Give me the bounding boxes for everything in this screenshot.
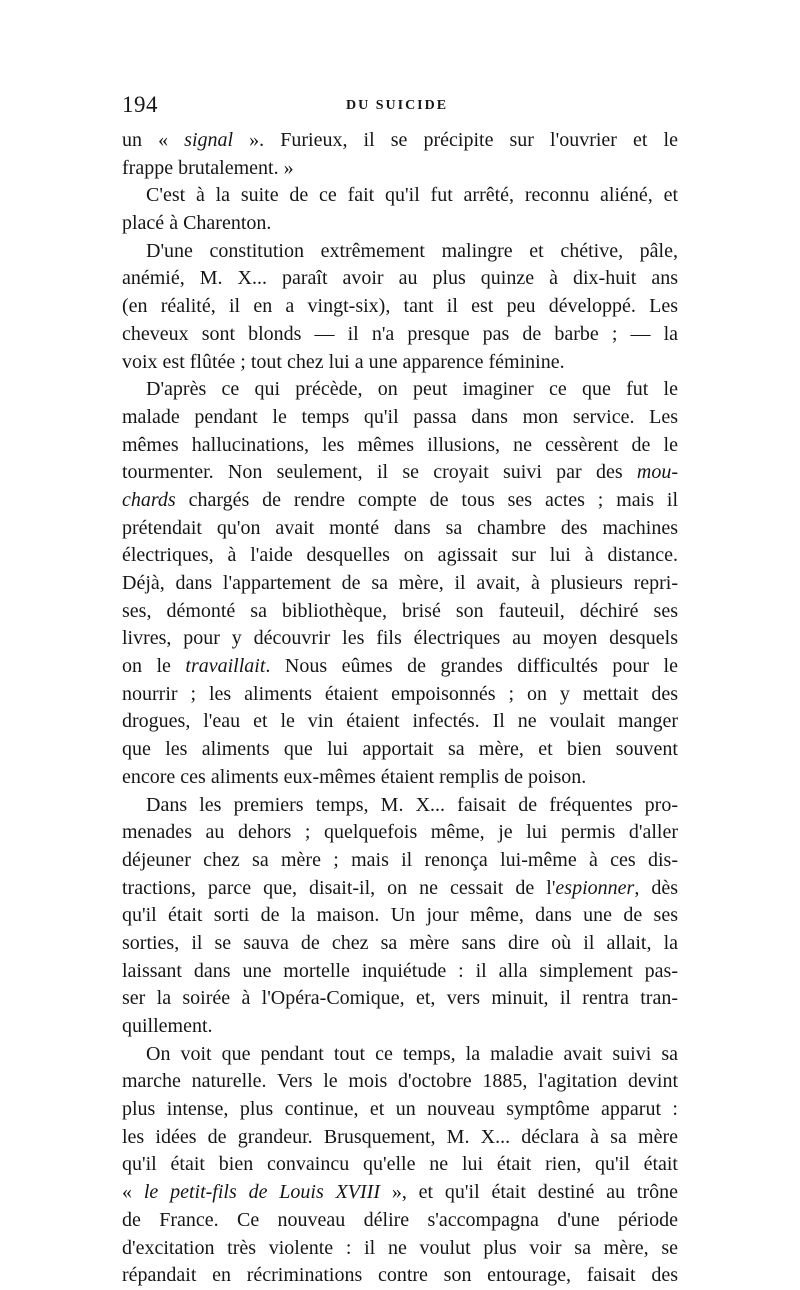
- body-text: [122, 127, 678, 1290]
- italic-text: chards: [122, 488, 176, 511]
- text-run: prétendait qu'on avait monté dans sa chambre des machines: [122, 516, 678, 539]
- italic-text: signal: [184, 129, 234, 151]
- text-run: livres, pour y découvrir les fils électriques au moyen desquels: [122, 627, 678, 650]
- text-line: [122, 1235, 678, 1263]
- text-line: [122, 376, 678, 404]
- italic-text: mou-: [636, 461, 678, 484]
- text-run: drogues, l'eau et le vin étaient infectés. Il ne voulait manger: [122, 710, 678, 733]
- text-line: [122, 404, 678, 432]
- text-run: », et qu'il était destiné au trône: [380, 1181, 678, 1204]
- text-run: que les aliments que lui apportait sa mère, et bien souvent: [122, 738, 678, 761]
- text-run: D'après ce qui précède, on peut imaginer ce que fut le: [146, 378, 678, 401]
- text-run: plus intense, plus continue, et un nouveau symptôme apparut :: [122, 1098, 678, 1121]
- text-run: quillement.: [122, 1015, 213, 1037]
- text-line: [122, 1096, 678, 1124]
- text-run: tractions, parce que, disait-il, on ne cessait de l': [122, 876, 556, 899]
- text-run: cheveux sont blonds — il n'a presque pas de barbe ; — la: [122, 322, 678, 345]
- text-line: [122, 902, 678, 930]
- text-line: [122, 930, 678, 958]
- italic-text: espionner: [555, 876, 635, 899]
- text-run: ser la soirée à l'Opéra-Comique, et, vers minuit, il rentra tran-: [122, 987, 678, 1010]
- text-run: Dans les premiers temps, M. X... faisait de fréquentes pro-: [146, 793, 678, 816]
- text-run: déjeuner chez sa mère ; mais il renonça lui-même à ces dis-: [122, 848, 678, 871]
- text-run: Déjà, dans l'appartement de sa mère, il avait, à plusieurs repri-: [122, 572, 678, 594]
- running-title: DU SUICIDE: [346, 98, 449, 113]
- text-line: [122, 792, 678, 820]
- text-line: [122, 321, 678, 349]
- text-line: [122, 819, 678, 847]
- text-run: anémié, M. X... paraît avoir au plus quinze à dix-huit ans: [122, 267, 678, 290]
- text-run: de France. Ce nouveau délire s'accompagna d'une période: [122, 1208, 678, 1231]
- text-run: d'excitation très violente : il ne voulut plus voir sa mère, se: [122, 1236, 678, 1259]
- text-run: qu'il était sorti de la maison. Un jour même, dans une de ses: [122, 904, 678, 927]
- text-line: [122, 875, 678, 903]
- text-line: [122, 1068, 678, 1096]
- text-line: [122, 1207, 678, 1235]
- text-run: qu'il était bien convaincu qu'elle ne lui était rien, qu'il était: [122, 1153, 678, 1176]
- text-line: [122, 1151, 678, 1179]
- text-run: chargés de rendre compte de tous ses actes ; mais il: [175, 488, 678, 511]
- text-line: [122, 155, 678, 183]
- text-line: [122, 625, 678, 653]
- text-run: voix est flûtée ; tout chez lui a une apparence féminine.: [122, 350, 565, 373]
- text-line: [122, 1041, 678, 1069]
- text-run: marche naturelle. Vers le mois d'octobre 1885, l'agitation devint: [122, 1070, 678, 1093]
- text-line: [122, 487, 678, 515]
- italic-text: travaillait: [185, 655, 266, 678]
- text-run: malade pendant le temps qu'il passa dans mon service. Les: [122, 405, 678, 428]
- page-header: [0, 0, 800, 130]
- text-run: on le: [122, 655, 186, 678]
- text-line: [122, 985, 678, 1013]
- text-run: , dès: [634, 876, 678, 899]
- text-line: [122, 349, 678, 377]
- text-run: nourrir ; les aliments étaient empoisonnés ; on y mettait des: [122, 682, 678, 705]
- text-line: [122, 127, 678, 155]
- text-run: encore ces aliments eux-mêmes étaient remplis de poison.: [122, 765, 587, 788]
- text-line: [122, 847, 678, 875]
- text-line: [122, 681, 678, 709]
- page-number: 194: [122, 92, 158, 117]
- text-line: [122, 459, 678, 487]
- text-line: [122, 598, 678, 626]
- text-run: . Nous eûmes de grandes difficultés pour le: [265, 655, 678, 678]
- text-line: [122, 1179, 678, 1207]
- text-line: [122, 182, 678, 210]
- text-line: [122, 1013, 678, 1041]
- text-line: [122, 958, 678, 986]
- text-line: [122, 570, 678, 598]
- text-run: menades au dehors ; quelquefois même, je lui permis d'aller: [122, 821, 678, 844]
- text-run: sorties, il se sauva de chez sa mère sans dire où il allait, la: [122, 931, 678, 954]
- text-run: «: [122, 1181, 144, 1204]
- text-run: On voit que pendant tout ce temps, la maladie avait suivi sa: [146, 1042, 678, 1065]
- text-line: [122, 515, 678, 543]
- text-line: [122, 210, 678, 238]
- text-run: laissant dans une mortelle inquiétude : il alla simplement pas-: [122, 959, 678, 982]
- text-run: D'une constitution extrêmement malingre et chétive, pâle,: [146, 239, 678, 262]
- text-run: électriques, à l'aide desquelles on agissait sur lui à distance.: [122, 544, 678, 567]
- text-line: [122, 238, 678, 266]
- text-line: [122, 265, 678, 293]
- text-run: mêmes hallucinations, les mêmes illusions, ne cessèrent de le: [122, 433, 678, 456]
- text-run: les idées de grandeur. Brusquement, M. X... déclara à sa mère: [122, 1125, 678, 1148]
- text-line: [122, 542, 678, 570]
- text-line: [122, 736, 678, 764]
- text-line: [122, 293, 678, 321]
- text-run: ». Furieux, il se précipite sur l'ouvrier et le: [233, 129, 678, 151]
- text-run: tourmenter. Non seulement, il se croyait suivi par des: [122, 461, 637, 484]
- text-run: (en réalité, il en a vingt-six), tant il est peu développé. Les: [122, 295, 678, 318]
- italic-text: le petit-fils de Louis XVIII: [143, 1181, 380, 1204]
- text-run: ses, démonté sa bibliothèque, brisé son fauteuil, déchiré ses: [122, 599, 678, 622]
- text-run: placé à Charenton.: [122, 212, 272, 235]
- text-line: [122, 653, 678, 681]
- text-line: [122, 764, 678, 792]
- text-line: [122, 708, 678, 736]
- text-line: [122, 432, 678, 460]
- text-run: répandait en récriminations contre son entourage, faisait des: [122, 1264, 678, 1287]
- text-line: [122, 1124, 678, 1152]
- text-run: frappe brutalement. »: [122, 156, 294, 179]
- text-run: un «: [122, 129, 185, 151]
- text-line: [122, 1262, 678, 1290]
- text-run: C'est à la suite de ce fait qu'il fut arrêté, reconnu aliéné, et: [146, 184, 678, 207]
